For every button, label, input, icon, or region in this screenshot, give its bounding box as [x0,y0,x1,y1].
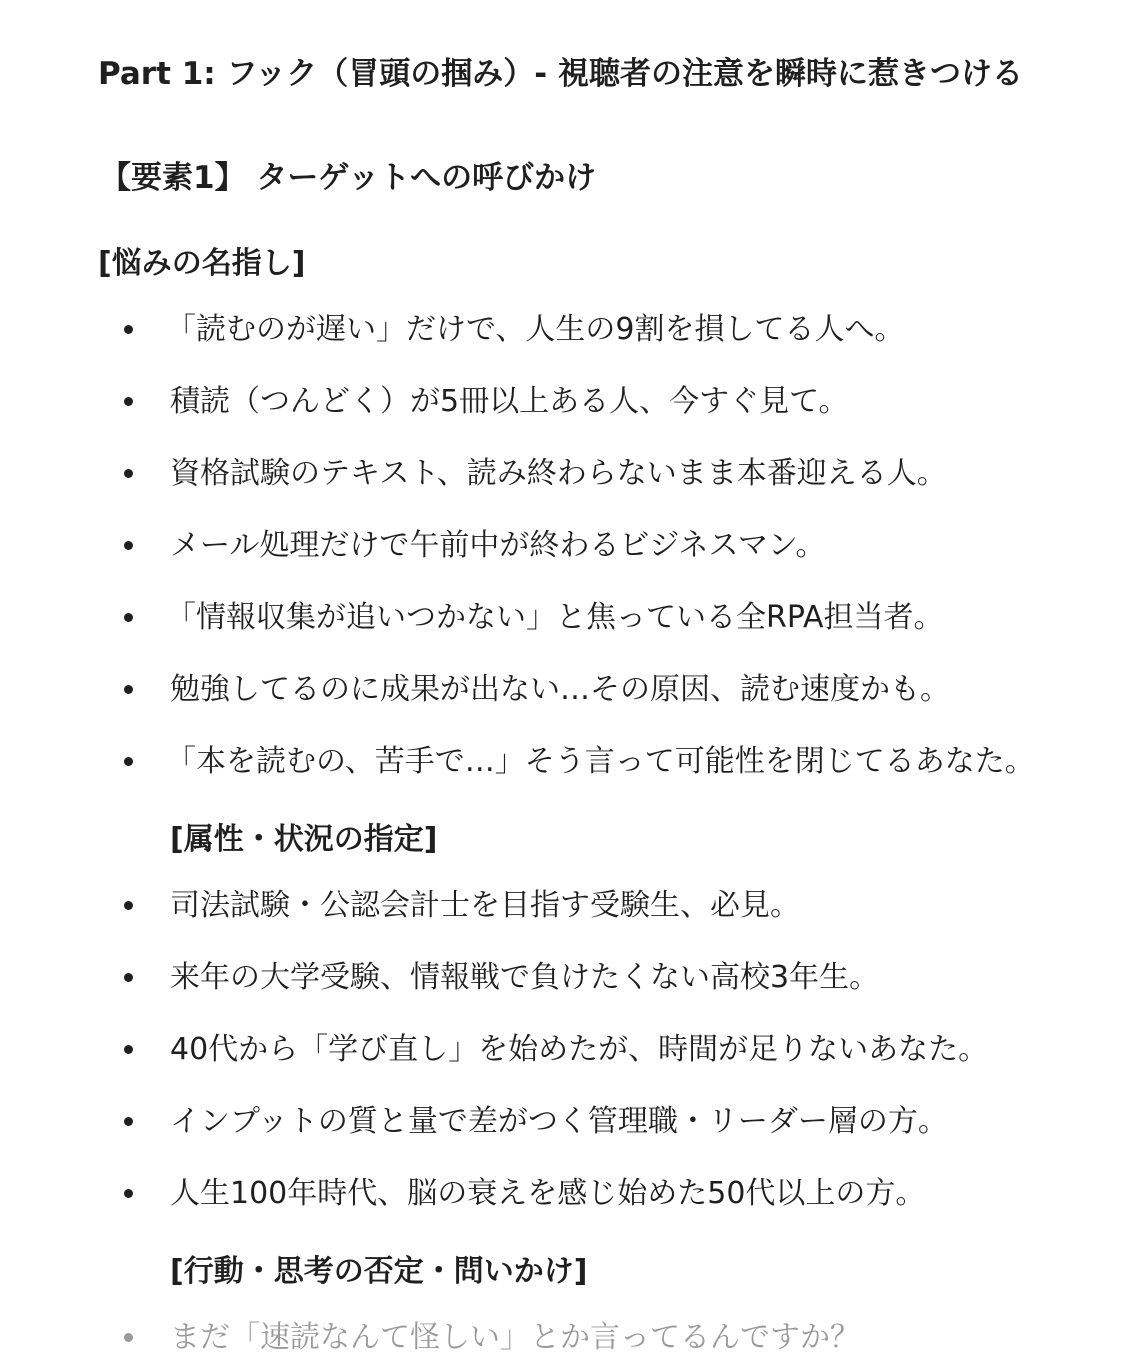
list-item-text: 40代から「学び直し」を始めたが、時間が足りないあなた。 [170,1032,989,1067]
list-item-text: 資格試験のテキスト、読み終わらないまま本番迎える人。 [170,456,947,491]
list-item-text: 「読むのが遅い」だけで、人生の9割を損してる人へ。 [166,312,905,347]
list-item-text: まだ「速読なんて怪しい」とか言ってるんですか？ [170,1320,860,1355]
list-item-text: 人生100年時代、脳の衰えを感じ始めた50代以上の方。 [170,1176,926,1211]
bullet-icon [124,757,133,766]
list-item-text: 勉強してるのに成果が出ない…その原因、読む速度かも。 [170,672,950,707]
section-heading-pain-points: [悩みの名指し] [98,246,306,281]
bullet-icon [124,325,133,334]
element-title: 【要素1】 ターゲットへの呼びかけ [100,160,597,196]
list-item-text: インプットの質と量で差がつく管理職・リーダー層の方。 [170,1104,948,1139]
section-heading-attributes: [属性・状況の指定] [170,822,438,857]
bullet-icon [124,685,133,694]
list-item-text: メール処理だけで午前中が終わるビジネスマン。 [170,528,826,563]
section-heading-questions: [行動・思考の否定・問いかけ] [170,1254,588,1289]
list-item-text: 「情報収集が追いつかない」と焦っている全RPA担当者。 [166,600,944,635]
part-title: Part 1: フック（冒頭の掴み）- 視聴者の注意を瞬時に惹きつける [98,56,1023,92]
bullet-icon [124,469,133,478]
list-item-text: 「本を読むの、苦手で…」そう言って可能性を閉じてるあなた。 [166,744,1035,779]
bullet-icon [124,397,133,406]
bullet-icon [124,1333,133,1342]
bullet-icon [124,901,133,910]
bullet-icon [124,541,133,550]
bullet-icon [124,613,133,622]
bullet-icon [124,1117,133,1126]
list-item-text: 積読（つんどく）が5冊以上ある人、今すぐ見て。 [170,384,849,419]
list-item-text: 司法試験・公認会計士を目指す受験生、必見。 [170,888,800,923]
list-item-text: 来年の大学受験、情報戦で負けたくない高校3年生。 [170,960,880,995]
bullet-icon [124,973,133,982]
bullet-icon [124,1045,133,1054]
bullet-icon [124,1189,133,1198]
